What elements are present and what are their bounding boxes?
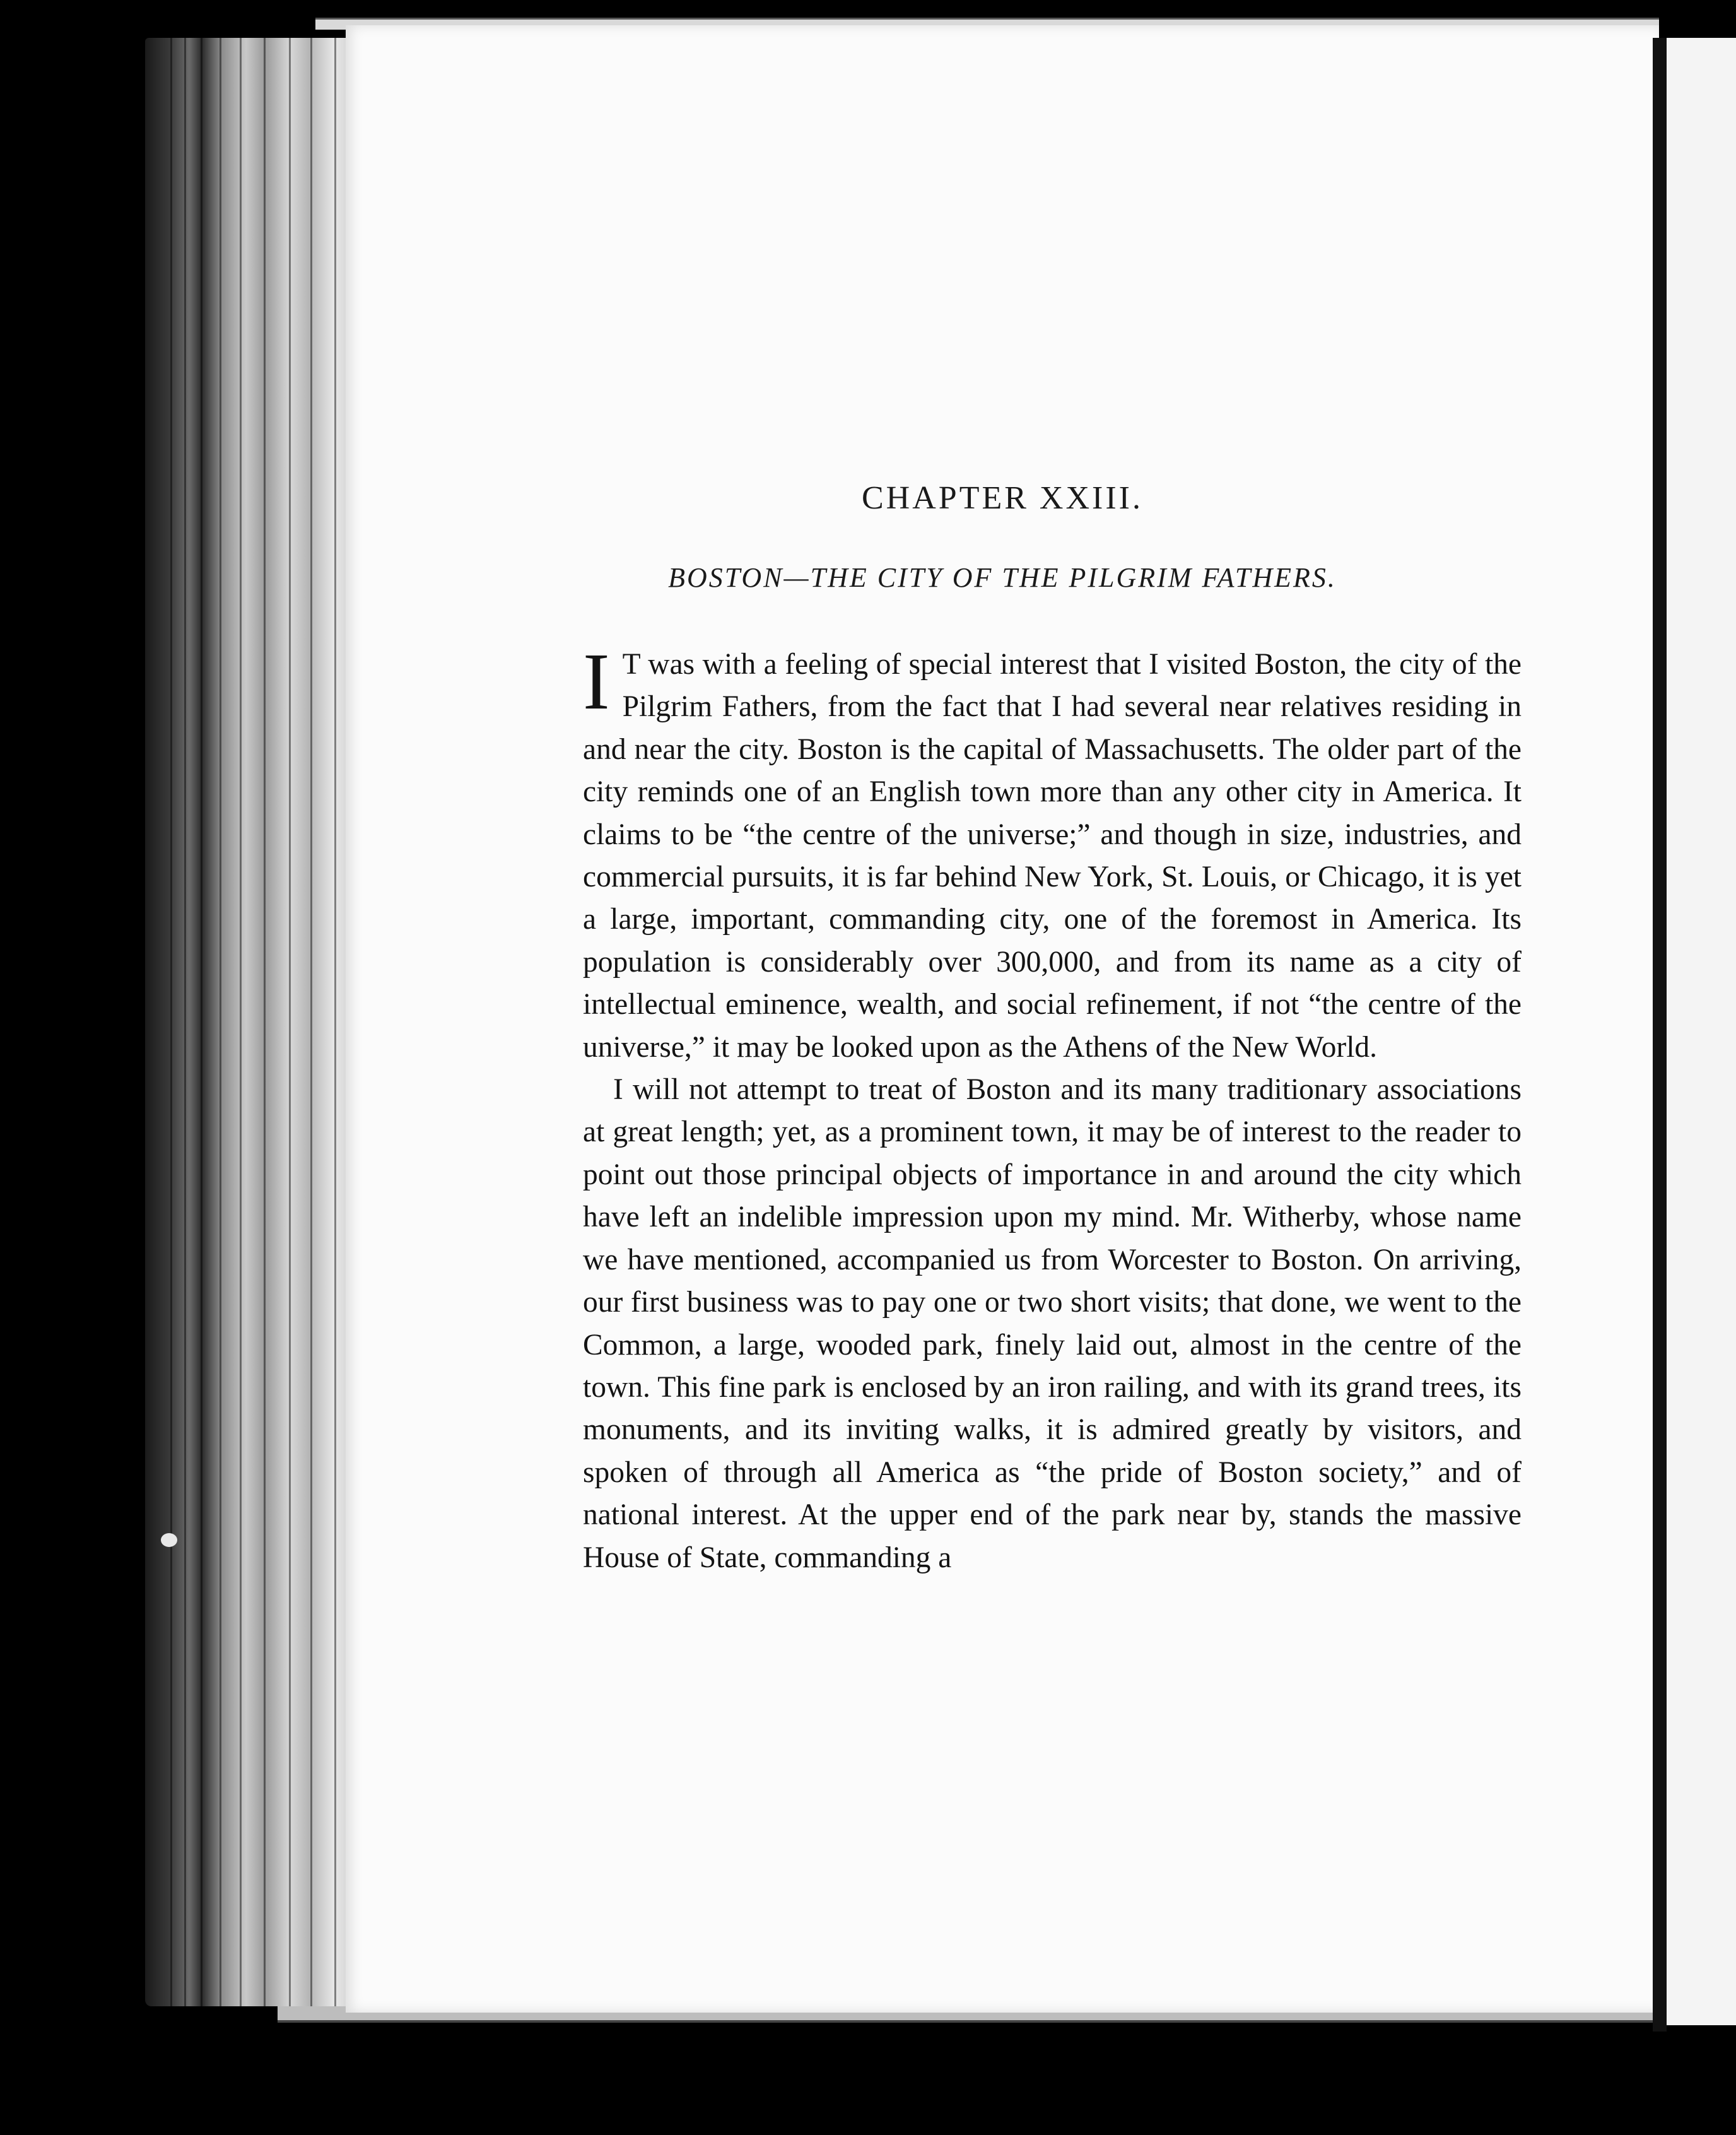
paragraph-2: I will not attempt to treat of Boston and its many traditionary associations at great length; yet, as a prominent town, it may be of interest to the reader to point out those principal objects of importance in and around the city which have left an indelible impression upon my mind. Mr. Witherby, whose name we have mentioned, accompanied us from Worcester to Boston. On arriving, our first business was to pay one or two short visits; that done, we went to the Common, a large, wooded park, finely laid out, almost in the centre of the town. This fine park is enclosed by an iron railing, and with its grand trees, its monuments, and its inviting walks, it is admired greatly by visitors, and spoken of through all America as “the pride of Boston society,” and of national interest. At the upper end of the park near by, stands the massive House of State, commanding a [583,1073,1522,1574]
chapter-body [583,637,1522,1579]
paragraph-1 [583,637,1522,1069]
chapter-subtitle: BOSTON—THE CITY OF THE PILGRIM FATHERS. [668,562,1337,593]
drop-cap: I [583,637,610,726]
facing-page-edge [1667,38,1736,2025]
chapter-title: CHAPTER XXIII. [862,480,1143,516]
book-gutter [1653,38,1667,2032]
paragraph-1-text: T was with a feeling of special interest that I visited Boston, the city of the Pilgrim Fathers, from the fact that I had several near relatives residing in and near the city. Boston is the capital of Massachusetts. The older part of the city reminds one of an English town more than any other city in America. It claims to be “the centre of the universe;” and though in size, industries, and commercial pursuits, it is far behind New York, St. Louis, or Chicago, it is yet a large, important, commanding city, one of the foremost in America. Its population is considerably over 300,000, and from its name as a city of intellectual eminence, wealth, and social refinement, if not “the centre of the universe,” it may be looked upon as the Athens of the New World. [583,648,1522,1064]
book-page-edges [145,38,353,2006]
paper-speck [161,1533,177,1547]
